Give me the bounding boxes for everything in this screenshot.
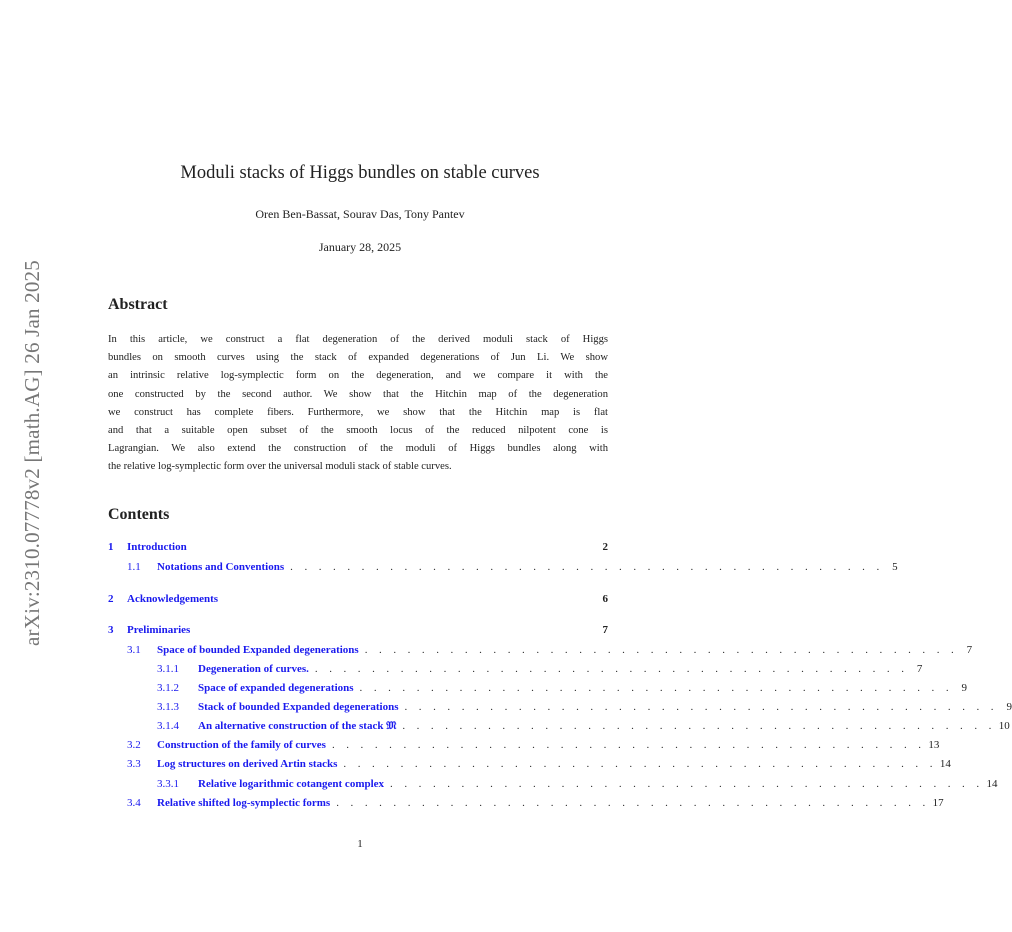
abstract-line: an intrinsic relative log-symplectic form on the degeneration, and we compare it with the xyxy=(108,370,608,382)
toc-entry-page: 13 xyxy=(928,739,940,751)
toc-leader: . . . . . . . . . . . . . . . . . . . . . . . . . . . . . . . . . . . . . . . . . . xyxy=(314,663,909,675)
abstract-heading: Abstract xyxy=(108,296,168,313)
abstract-line: we construct has complete fibers. Furthermore, we show that the Hitchin map is flat xyxy=(108,406,608,418)
toc-leader: . . . . . . . . . . . . . . . . . . . . . . . . . . . . . . . . . . . . . . . . . . xyxy=(390,778,984,790)
toc-entry-number: 1 xyxy=(108,541,114,553)
paper-date: January 28, 2025 xyxy=(318,240,402,254)
toc-entry-page: 9 xyxy=(1006,701,1012,713)
toc-leader: . . . . . . . . . . . . . . . . . . . . . . . . . . . . . . . . . . . . . . . . . . xyxy=(404,701,998,713)
abstract-line: Lagrangian. We also extend the construction of the moduli of Higgs bundles along with xyxy=(108,443,608,455)
toc-entry-page: 14 xyxy=(986,778,998,790)
abstract-line: In this article, we construct a flat degeneration of the derived moduli stack of Higgs xyxy=(108,334,608,345)
toc-entry-label[interactable]: Introduction xyxy=(127,541,187,553)
toc-entry-notations[interactable] xyxy=(127,561,898,577)
toc-entry-introduction[interactable] xyxy=(108,541,608,557)
toc-entry-acknowledgements[interactable] xyxy=(108,593,608,609)
toc-entry-label[interactable]: Notations and Conventions xyxy=(157,561,285,573)
toc-entry-label[interactable]: Stack of bounded Expanded degenerations xyxy=(198,701,399,713)
toc-entry-log-structures[interactable] xyxy=(127,758,951,774)
toc-leader: . . . . . . . . . . . . . . . . . . . . . . . . . . . . . . . . . . . . . . . . . . xyxy=(343,758,937,770)
toc-entry-number: 1.1 xyxy=(127,561,141,573)
toc-entry-label[interactable]: Degeneration of curves. xyxy=(198,663,309,675)
toc-leader: . . . . . . . . . . . . . . . . . . . . . . . . . . . . . . . . . . . . . . . . . . xyxy=(402,720,996,732)
toc-entry-number: 2 xyxy=(108,593,114,605)
toc-entry-label[interactable]: Space of bounded Expanded degenerations xyxy=(157,644,359,656)
toc-entry-number: 3.3.1 xyxy=(157,778,179,790)
toc-entry-page: 9 xyxy=(961,682,967,694)
toc-entry-page: 5 xyxy=(892,561,898,573)
toc-entry-number: 3.1 xyxy=(127,644,141,656)
toc-leader: . . . . . . . . . . . . . . . . . . . . . . . . . . . . . . . . . . . . . . . . . . xyxy=(336,797,930,809)
toc-entry-number: 3.1.2 xyxy=(157,682,179,694)
toc-entry-number: 3.1.3 xyxy=(157,701,179,713)
toc-leader: . . . . . . . . . . . . . . . . . . . . . . . . . . . . . . . . . . . . . . . . . . xyxy=(290,561,884,573)
toc-entry-family-curves[interactable] xyxy=(127,739,940,755)
toc-entry-log-cotangent[interactable] xyxy=(157,778,998,794)
abstract-line: and that a suitable open subset of the smooth locus of the reduced nilpotent cone is xyxy=(108,424,608,436)
toc-entry-page: 10 xyxy=(998,720,1010,732)
toc-entry-page: 14 xyxy=(939,758,951,770)
toc-entry-label[interactable]: An alternative construction of the stack 𝔐 xyxy=(198,720,397,732)
toc-entry-number: 3.1.1 xyxy=(157,663,179,675)
toc-entry-preliminaries[interactable] xyxy=(108,624,608,640)
abstract-line: bundles on smooth curves using the stack of expanded degenerations of Jun Li. We show xyxy=(108,352,608,364)
toc-leader: . . . . . . . . . . . . . . . . . . . . . . . . . . . . . . . . . . . . . . . . . . xyxy=(359,682,953,694)
toc-entry-number: 3.1.4 xyxy=(157,720,179,732)
arxiv-sidebar xyxy=(20,210,50,650)
abstract-line: one constructed by the second author. We show that the Hitchin map of the degeneration xyxy=(108,388,608,400)
toc-entry-page: 7 xyxy=(966,644,973,656)
toc-entry-number: 3.3 xyxy=(127,758,141,770)
toc-entry-label[interactable]: Space of expanded degenerations xyxy=(198,682,354,694)
toc-entry-page: 2 xyxy=(602,541,608,553)
page-number: 1 xyxy=(357,838,363,850)
toc-entry-alternative-construction[interactable] xyxy=(157,720,1010,736)
toc-entry-space-bounded[interactable] xyxy=(127,644,973,660)
toc-entry-label[interactable]: Log structures on derived Artin stacks xyxy=(157,758,338,770)
toc-entry-number: 3.4 xyxy=(127,797,141,809)
toc-entry-log-symplectic[interactable] xyxy=(127,797,944,813)
toc-leader: . . . . . . . . . . . . . . . . . . . . . . . . . . . . . . . . . . . . . . . . . . xyxy=(364,644,959,656)
toc-entry-page: 17 xyxy=(932,797,944,809)
abstract-line: the relative log-symplectic form over the universal moduli stack of stable curves. xyxy=(108,461,452,473)
toc-entry-label[interactable]: Relative logarithmic cotangent complex xyxy=(198,778,385,790)
toc-entry-number: 3.2 xyxy=(127,739,141,751)
toc-entry-space-expanded[interactable] xyxy=(157,682,967,698)
contents-heading: Contents xyxy=(108,506,170,523)
paper-authors: Oren Ben-Bassat, Sourav Das, Tony Pantev xyxy=(255,207,465,221)
toc-leader: . . . . . . . . . . . . . . . . . . . . . . . . . . . . . . . . . . . . . . . . . . xyxy=(331,739,926,751)
toc-entry-page: 6 xyxy=(602,593,608,605)
paper-title: Moduli stacks of Higgs bundles on stable curves xyxy=(180,163,540,183)
toc-entry-stack-bounded[interactable] xyxy=(157,701,1012,717)
toc-entry-degeneration-curves[interactable] xyxy=(157,663,923,679)
abstract-body xyxy=(108,331,608,477)
toc-entry-number: 3 xyxy=(108,624,114,636)
toc-entry-label[interactable]: Relative shifted log-symplectic forms xyxy=(157,797,331,809)
arxiv-identifier: arXiv:2310.07778v2 [math.AG] 26 Jan 2025 xyxy=(20,260,44,646)
toc-entry-label[interactable]: Acknowledgements xyxy=(127,593,219,605)
toc-entry-page: 7 xyxy=(602,624,608,636)
toc-entry-label[interactable]: Construction of the family of curves xyxy=(157,739,326,751)
toc-entry-page: 7 xyxy=(916,663,923,675)
toc-entry-label[interactable]: Preliminaries xyxy=(127,624,191,636)
